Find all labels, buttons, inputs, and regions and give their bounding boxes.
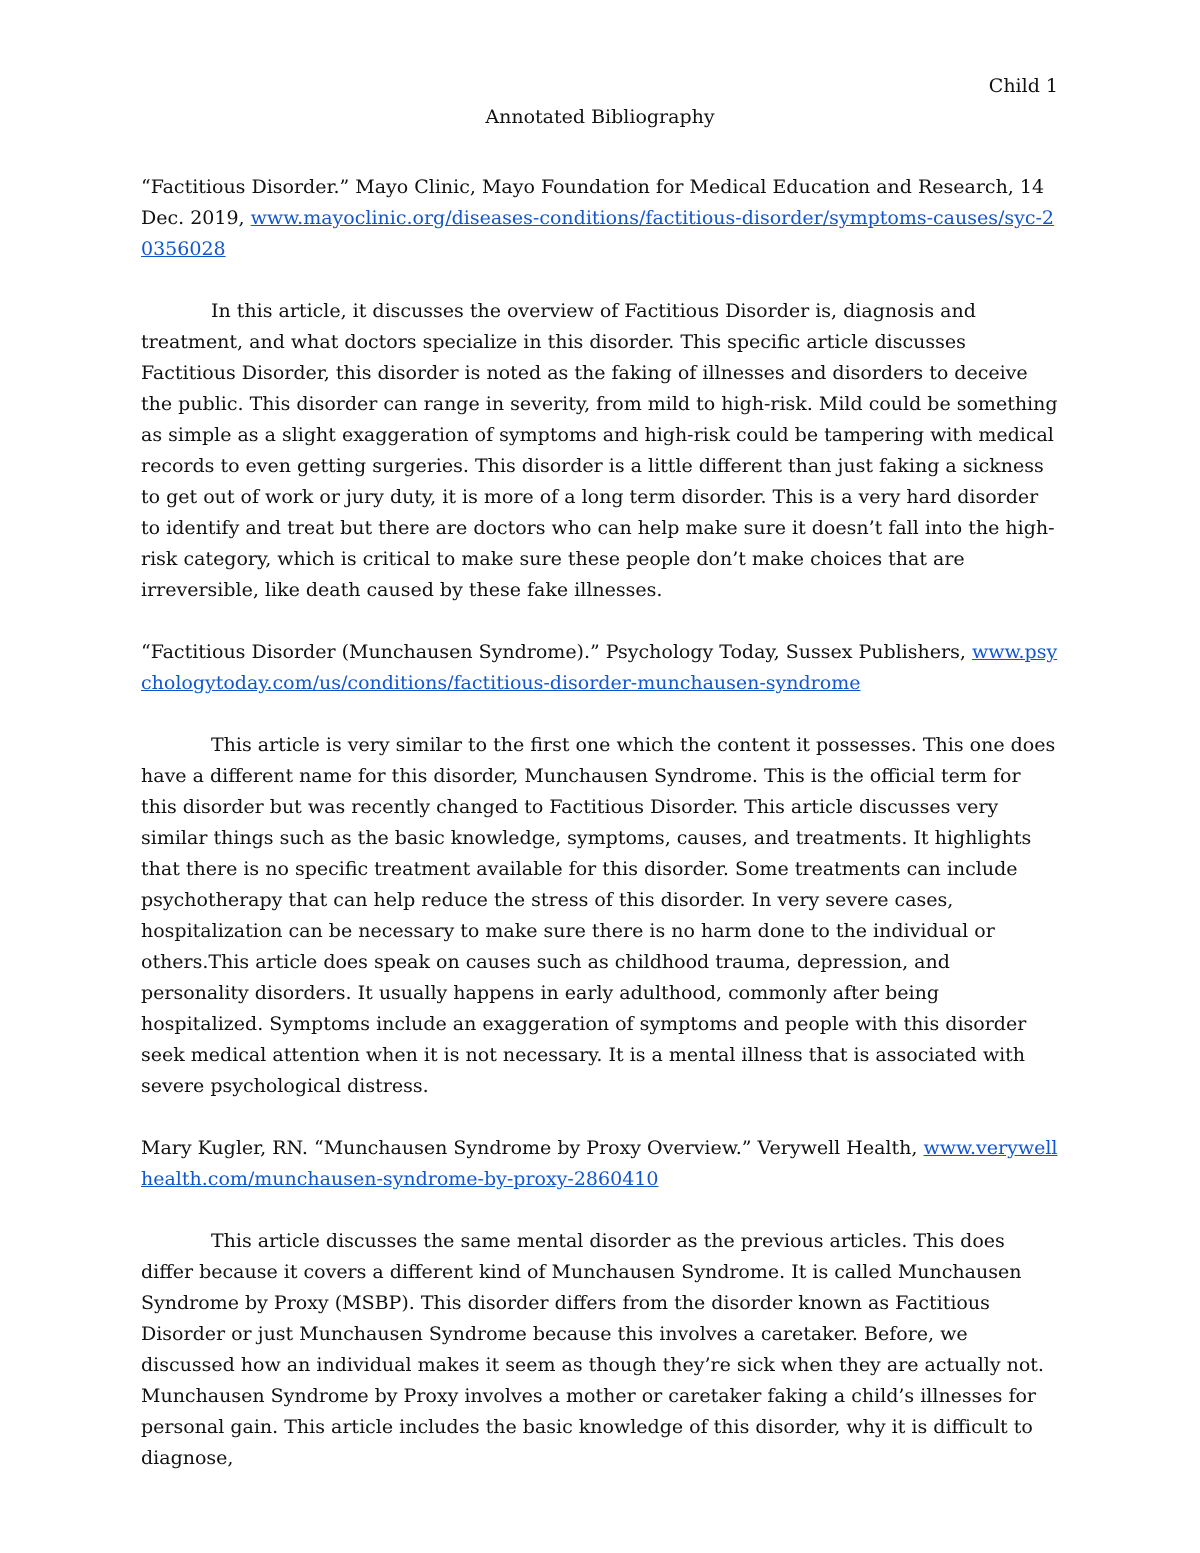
spacer [141,1195,1061,1226]
annotation-paragraph: In this article, it discusses the overview of Factitious Disorder is, diagnosis and treatment, and what doctors specialize in this disorder. This specific article discusses Factitious Disorder, this disorder is noted as the faking of illnesses and disorders to deceive the public. This disorder can range in severity, from mild to high-risk. Mild could be something as simple as a slight exaggeration of symptoms and high-risk could be tampering with medical records to even getting surgeries. This disorder is a little different than just faking a sickness to get out of work or jury duty, it is more of a long term disorder. This is a very hard disorder to identify and treat but there are doctors who can help make sure it doesn’t fall into the high-risk category, which is critical to make sure these people don’t make choices that are irreversible, like death caused by these fake illnesses. [141,300,1058,601]
spacer [141,606,1061,637]
citation-text [141,637,1061,699]
spacer [141,265,1061,296]
bibliography-entry-1 [141,172,1061,606]
running-head: Child 1 [988,75,1058,97]
spacer [141,1102,1061,1133]
document-body [141,172,1061,1474]
citation-source: “Factitious Disorder.” Mayo Clinic, Mayo Foundation for Medical Education and Research, 14 Dec. 2019, [141,176,1045,229]
citation-link[interactable]: www.verywellhealth.com/munchausen-syndrome-by-proxy-2860410 [141,1137,1058,1190]
citation-text [141,172,1061,265]
annotation-paragraph: This article discusses the same mental disorder as the previous articles. This does differ because it covers a different kind of Munchausen Syndrome. It is called Munchausen Syndrome by Proxy (MSBP). This disorder differs from the disorder known as Factitious Disorder or just Munchausen Syndrome because this involves a caretaker. Before, we discussed how an individual makes it seem as though they’re sick when they are actually not. Munchausen Syndrome by Proxy involves a mother or caretaker faking a child’s illnesses for personal gain. This article includes the basic knowledge of this disorder, why it is difficult to diagnose, [141,1230,1044,1469]
document-title: Annotated Bibliography [485,106,715,128]
citation-link[interactable]: www.psychologytoday.com/us/conditions/factitious-disorder-munchausen-syndrome [141,641,1058,694]
citation-source: “Factitious Disorder (Munchausen Syndrome).” Psychology Today, Sussex Publishers, [141,641,966,663]
citation-source: Mary Kugler, RN. “Munchausen Syndrome by Proxy Overview.” Verywell Health, [141,1137,918,1159]
citation-text [141,1133,1061,1195]
annotation-paragraph: This article is very similar to the first one which the content it possesses. This one does have a different name for this disorder, Munchausen Syndrome. This is the official term for this disorder but was recently changed to Factitious Disorder. This article discusses very similar things such as the basic knowledge, symptoms, causes, and treatments. It highlights that there is no specific treatment available for this disorder. Some treatments can include psychotherapy that can help reduce the stress of this disorder. In very severe cases, hospitalization can be necessary to make sure there is no harm done to the individual or others.This article does speak on causes such as childhood trauma, depression, and personality disorders. It usually happens in early adulthood, commonly after being hospitalized. Symptoms include an exaggeration of symptoms and people with this disorder seek medical attention when it is not necessary. It is a mental illness that is associated with severe psychological distress. [141,734,1056,1097]
bibliography-entry-2 [141,637,1061,1102]
citation-link[interactable]: www.mayoclinic.org/diseases-conditions/factitious-disorder/symptoms-causes/syc-20356028 [141,207,1055,260]
bibliography-entry-3 [141,1133,1061,1474]
spacer [141,699,1061,730]
